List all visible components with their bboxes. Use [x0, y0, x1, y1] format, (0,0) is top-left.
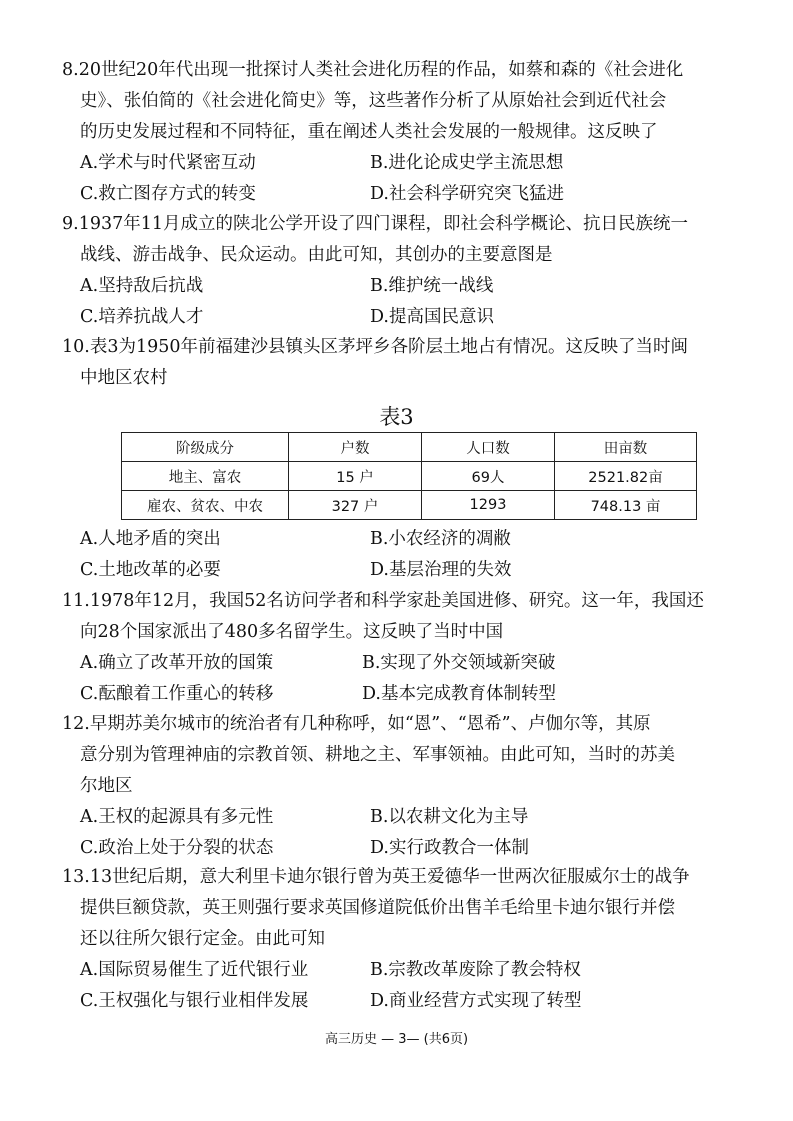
- stem-line: 还以往所欠银行定金。由此可知: [80, 929, 325, 949]
- table-row: [122, 462, 697, 491]
- question-8: [62, 55, 734, 210]
- option-b: B.宗教改革废除了教会特权: [370, 960, 581, 980]
- stem-line: 11.1978年12月，我国52名访问学者和科学家赴美国进修、研究。这一年，我国还: [62, 591, 704, 611]
- answer-options: [80, 524, 734, 586]
- option-d: D.社会科学研究突飞猛进: [370, 184, 564, 204]
- stem-line: 中地区农村: [80, 368, 168, 388]
- column-header: 阶级成分: [122, 433, 289, 462]
- question-stem: [62, 332, 734, 394]
- stem-line: 尔地区: [80, 776, 133, 796]
- table-cell: 748.13 亩: [555, 491, 697, 520]
- answer-options: [80, 648, 734, 710]
- question-stem: [62, 586, 734, 648]
- column-header: 田亩数: [555, 433, 697, 462]
- stem-line: 12.早期苏美尔城市的统治者有几种称呼，如“恩”、“恩希”、卢伽尔等，其原: [62, 714, 651, 734]
- answer-options: [80, 802, 734, 864]
- option-b: B.维护统一战线: [370, 276, 494, 296]
- option-b: B.小农经济的凋敝: [370, 529, 511, 549]
- question-13: [62, 862, 734, 1017]
- page-footer: 高三历史 — 3— (共6页): [324, 1032, 469, 1047]
- stem-line: 的历史发展过程和不同特征，重在阐述人类社会发展的一般规律。这反映了: [80, 122, 658, 142]
- option-c: C.政治上处于分裂的状态: [80, 838, 274, 858]
- table-cell: 327 户: [289, 491, 422, 520]
- stem-line: 战线、游击战争、民众运动。由此可知，其创办的主要意图是: [80, 245, 553, 265]
- option-a: A.坚持敌后抗战: [80, 276, 204, 296]
- option-c: C.酝酿着工作重心的转移: [80, 684, 274, 704]
- land-ownership-table: [121, 432, 697, 520]
- question-stem: [62, 55, 734, 148]
- question-10-options: [62, 524, 734, 586]
- table-cell: 雇农、贫农、中农: [122, 491, 289, 520]
- table-cell: 2521.82亩: [555, 462, 697, 491]
- question-stem: [62, 709, 734, 802]
- stem-line: 提供巨额贷款，英王则强行要求英国修道院低价出售羊毛给里卡迪尔银行并偿: [80, 898, 675, 918]
- answer-options: [80, 148, 734, 210]
- question-stem: [62, 209, 734, 271]
- column-header: 人口数: [422, 433, 555, 462]
- table-cell: 地主、富农: [122, 462, 289, 491]
- option-c: C.救亡图存方式的转变: [80, 184, 256, 204]
- question-11: [62, 586, 734, 710]
- option-a: A.确立了改革开放的国策: [80, 653, 274, 673]
- option-c: C.培养抗战人才: [80, 307, 204, 327]
- question-stem: [62, 862, 734, 955]
- table-row: [122, 491, 697, 520]
- option-c: C.土地改革的必要: [80, 560, 221, 580]
- stem-line: 10.表3为1950年前福建沙县镇头区茅坪乡各阶层土地占有情况。这反映了当时闽: [62, 337, 688, 357]
- option-a: A.人地矛盾的突出: [80, 529, 221, 549]
- option-a: A.王权的起源具有多元性: [80, 807, 274, 827]
- stem-line: 13.13世纪后期，意大利里卡迪尔银行曾为英王爱德华一世两次征服威尔士的战争: [62, 867, 690, 887]
- option-d: D.提高国民意识: [370, 307, 494, 327]
- question-9: [62, 209, 734, 333]
- stem-line: 9.1937年11月成立的陕北公学开设了四门课程，即社会科学概论、抗日民族统一: [62, 214, 688, 234]
- option-b: B.以农耕文化为主导: [370, 807, 529, 827]
- stem-line: 向28个国家派出了480多名留学生。这反映了当时中国: [80, 622, 504, 642]
- option-d: D.实行政教合一体制: [370, 838, 529, 858]
- stem-line: 8.20世纪20年代出现一批探讨人类社会进化历程的作品，如蔡和森的《社会进化: [62, 60, 684, 80]
- stem-line: 意分别为管理神庙的宗教首领、耕地之主、军事领袖。由此可知，当时的苏美: [80, 745, 675, 765]
- table-cell: 15 户: [289, 462, 422, 491]
- table-header-row: [122, 433, 697, 462]
- option-a: A.学术与时代紧密互动: [80, 153, 256, 173]
- table-cell: 69人: [422, 462, 555, 491]
- stem-line: 史》、张伯简的《社会进化简史》等，这些著作分析了从原始社会到近代社会: [80, 91, 667, 111]
- question-10: [62, 332, 734, 394]
- option-d: D.商业经营方式实现了转型: [370, 991, 582, 1011]
- option-b: B.进化论成史学主流思想: [370, 153, 564, 173]
- table-title: 表3: [379, 405, 414, 429]
- option-d: D.基层治理的失效: [370, 560, 512, 580]
- table-cell: 1293: [422, 491, 555, 520]
- option-c: C.王权强化与银行业相伴发展: [80, 991, 309, 1011]
- option-a: A.国际贸易催生了近代银行业: [80, 960, 309, 980]
- answer-options: [80, 271, 734, 333]
- option-b: B.实现了外交领域新突破: [362, 653, 556, 673]
- question-12: [62, 709, 734, 864]
- column-header: 户数: [289, 433, 422, 462]
- answer-options: [80, 955, 734, 1017]
- option-d: D.基本完成教育体制转型: [362, 684, 556, 704]
